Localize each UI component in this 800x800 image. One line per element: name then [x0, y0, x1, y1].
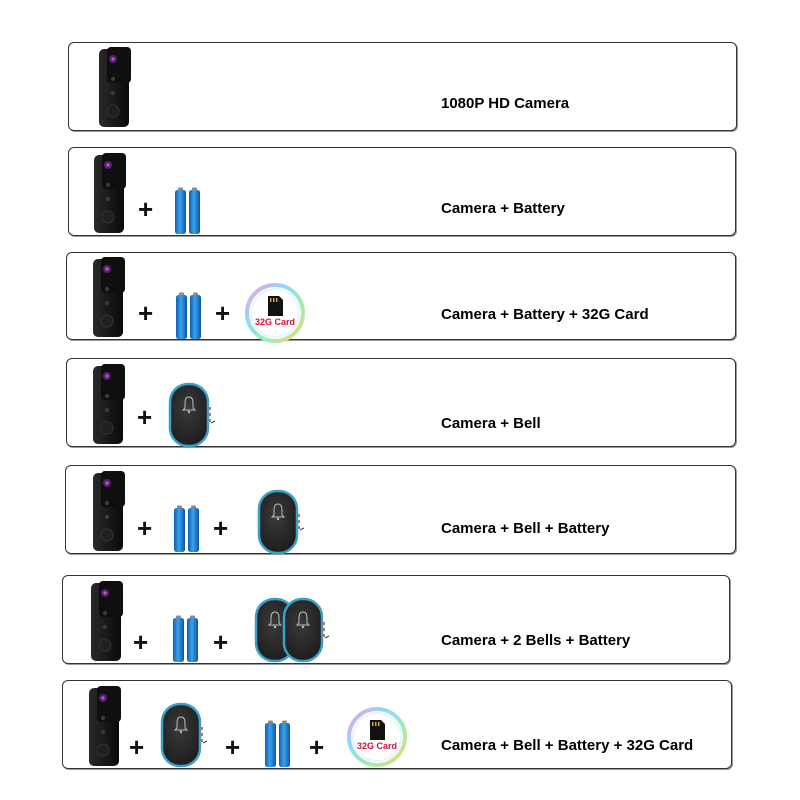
plus-sign: +	[309, 732, 325, 762]
plus-sign: +	[213, 513, 229, 543]
plus-sign: +	[137, 513, 153, 543]
option-label: Camera + Battery	[441, 200, 565, 217]
option-label: Camera + Battery + 32G Card	[441, 306, 649, 323]
plus-sign: +	[138, 194, 154, 224]
sd-card-icon	[243, 281, 307, 345]
battery-pair-icon	[172, 504, 202, 554]
option-row-5[interactable]	[65, 465, 736, 554]
doorbell-camera-icon	[85, 684, 125, 768]
doorbell-camera-icon	[87, 579, 127, 663]
option-row-1[interactable]	[68, 42, 737, 131]
option-row-3[interactable]	[66, 252, 736, 340]
option-label: Camera + Bell + Battery	[441, 520, 610, 537]
doorbell-camera-icon	[95, 45, 135, 129]
plus-sign: +	[129, 732, 145, 762]
option-row-6[interactable]	[62, 575, 730, 664]
chime-bell-icon	[281, 596, 331, 664]
doorbell-camera-icon	[89, 255, 129, 339]
doorbell-camera-icon	[89, 362, 129, 446]
option-label: Camera + Bell + Battery + 32G Card	[441, 737, 694, 754]
option-label: Camera + Bell	[441, 415, 541, 432]
battery-pair-icon	[171, 614, 201, 664]
battery-pair-icon	[263, 719, 293, 769]
chime-bell-icon	[167, 381, 217, 449]
plus-sign: +	[138, 298, 154, 328]
plus-sign: +	[225, 732, 241, 762]
option-row-7[interactable]	[62, 680, 732, 769]
plus-sign: +	[215, 298, 231, 328]
sd-card-text: 32G Card	[254, 317, 296, 327]
battery-pair-icon	[174, 291, 204, 341]
plus-sign: +	[213, 627, 229, 657]
option-row-2[interactable]	[68, 147, 736, 236]
sd-card-icon	[345, 705, 409, 769]
plus-sign: +	[137, 402, 153, 432]
doorbell-camera-icon	[89, 469, 129, 553]
option-label: 1080P HD Camera	[441, 95, 570, 112]
chime-bell-icon	[256, 488, 306, 556]
sd-card-text: 32G Card	[356, 741, 398, 751]
plus-sign: +	[133, 627, 149, 657]
battery-pair-icon	[173, 186, 203, 236]
doorbell-camera-icon	[90, 151, 130, 235]
option-row-4[interactable]	[66, 358, 736, 447]
chime-bell-icon	[159, 701, 209, 769]
option-label: Camera + 2 Bells + Battery	[441, 632, 631, 649]
